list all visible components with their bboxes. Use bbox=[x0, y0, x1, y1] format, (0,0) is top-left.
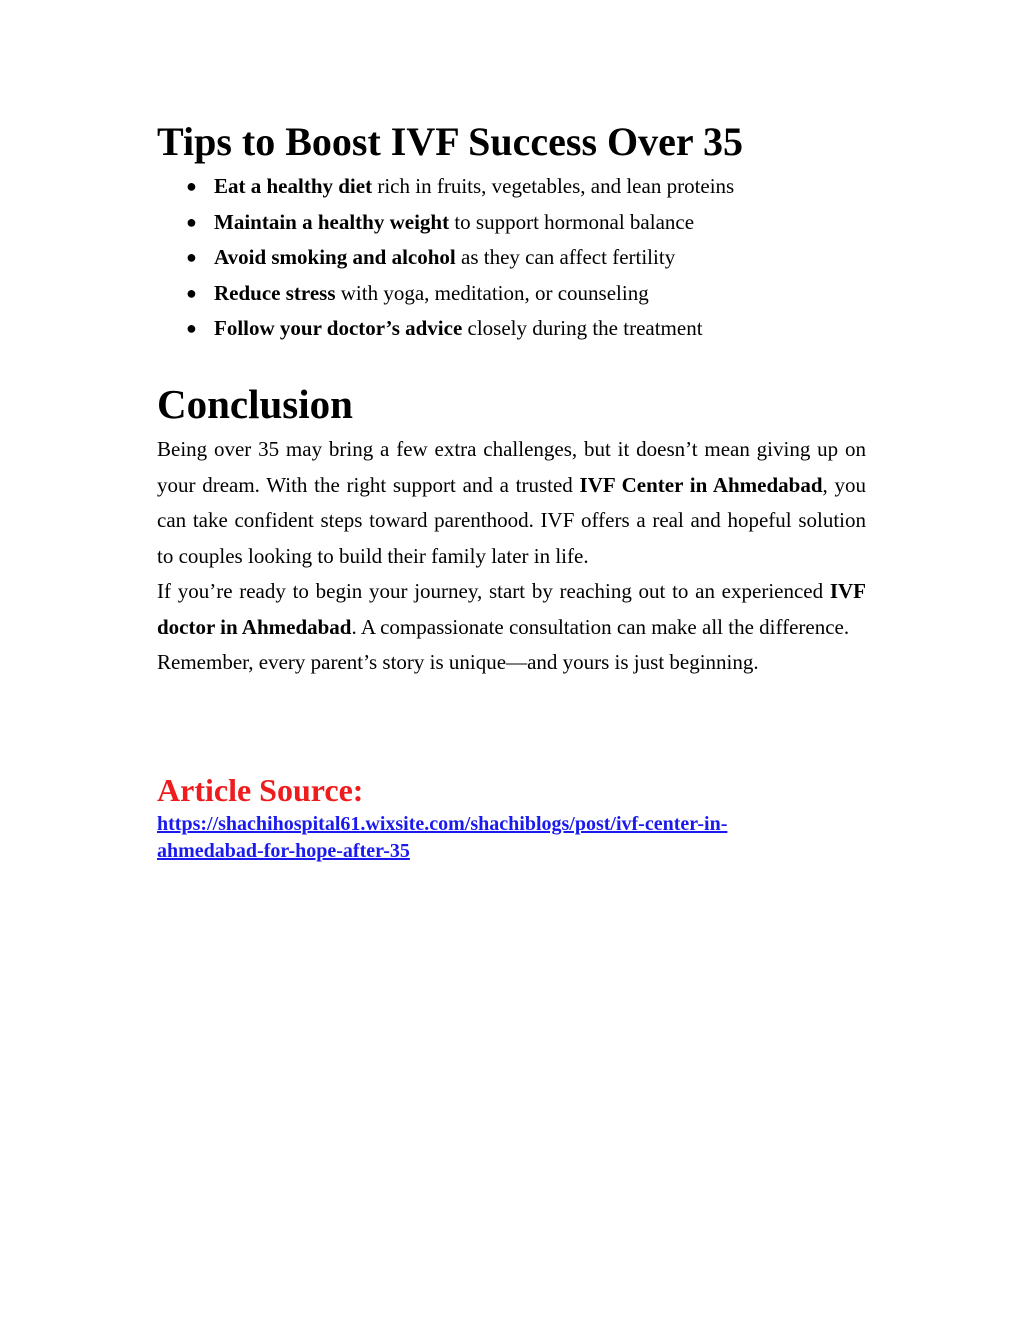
ivf-doctor-text: IVF doctor in Ahmedabad bbox=[157, 579, 866, 639]
tip-bold: Reduce stress bbox=[214, 280, 336, 305]
conclusion-paragraph-3: Remember, every parent’s story is unique—and yours is just beginning. bbox=[157, 650, 759, 674]
ivf-center-link-text: IVF Center in Ahmedabad bbox=[579, 472, 823, 497]
list-item bbox=[157, 169, 866, 205]
tip-text: to support hormonal balance bbox=[449, 209, 695, 234]
tip-text: rich in fruits, vegetables, and lean proteins bbox=[372, 174, 735, 198]
list-item bbox=[157, 276, 866, 312]
article-source-link[interactable] bbox=[157, 811, 866, 865]
tip-bold: Maintain a healthy weight bbox=[214, 209, 450, 234]
bullet-icon: ● bbox=[186, 176, 197, 196]
tip-text: as they can affect fertility bbox=[455, 245, 676, 269]
bullet-icon: ● bbox=[186, 211, 197, 232]
tip-text: closely during the treatment bbox=[462, 316, 703, 340]
tip-text: with yoga, meditation, or counseling bbox=[335, 280, 649, 305]
list-item bbox=[157, 311, 866, 347]
bullet-icon: ● bbox=[186, 318, 197, 338]
bullet-icon: ● bbox=[186, 247, 197, 267]
conclusion-body bbox=[157, 432, 866, 681]
list-item bbox=[157, 240, 866, 276]
tips-list bbox=[157, 169, 866, 347]
conclusion-paragraph-2: If you’re ready to begin your journey, start by reaching out to an experienced IVF doctor in Ahmedabad. A compassionate consultation can make all the difference. bbox=[157, 579, 866, 639]
tip-bold: Avoid smoking and alcohol bbox=[214, 245, 456, 269]
conclusion-paragraph-1: Being over 35 may bring a few extra challenges, but it doesn’t mean giving up on your dream. With the right support and a trusted IVF Center in Ahmedabad, you can take confident steps toward parenthood. IVF offers a real and hopeful solution to couples looking to build their family later in life. bbox=[157, 437, 867, 568]
bullet-icon: ● bbox=[186, 282, 197, 303]
tips-heading: Tips to Boost IVF Success Over 35 bbox=[157, 119, 743, 164]
conclusion-heading: Conclusion bbox=[157, 381, 353, 427]
link-line-1[interactable]: https://shachihospital61.wixsite.com/shachiblogs/post/ivf-center-in- bbox=[157, 813, 728, 835]
list-item bbox=[157, 205, 866, 241]
tip-bold: Follow your doctor’s advice bbox=[214, 316, 463, 340]
tip-bold: Eat a healthy diet bbox=[214, 174, 373, 198]
link-line-2[interactable]: ahmedabad-for-hope-after-35 bbox=[157, 840, 410, 862]
article-source-heading: Article Source: bbox=[157, 772, 364, 808]
